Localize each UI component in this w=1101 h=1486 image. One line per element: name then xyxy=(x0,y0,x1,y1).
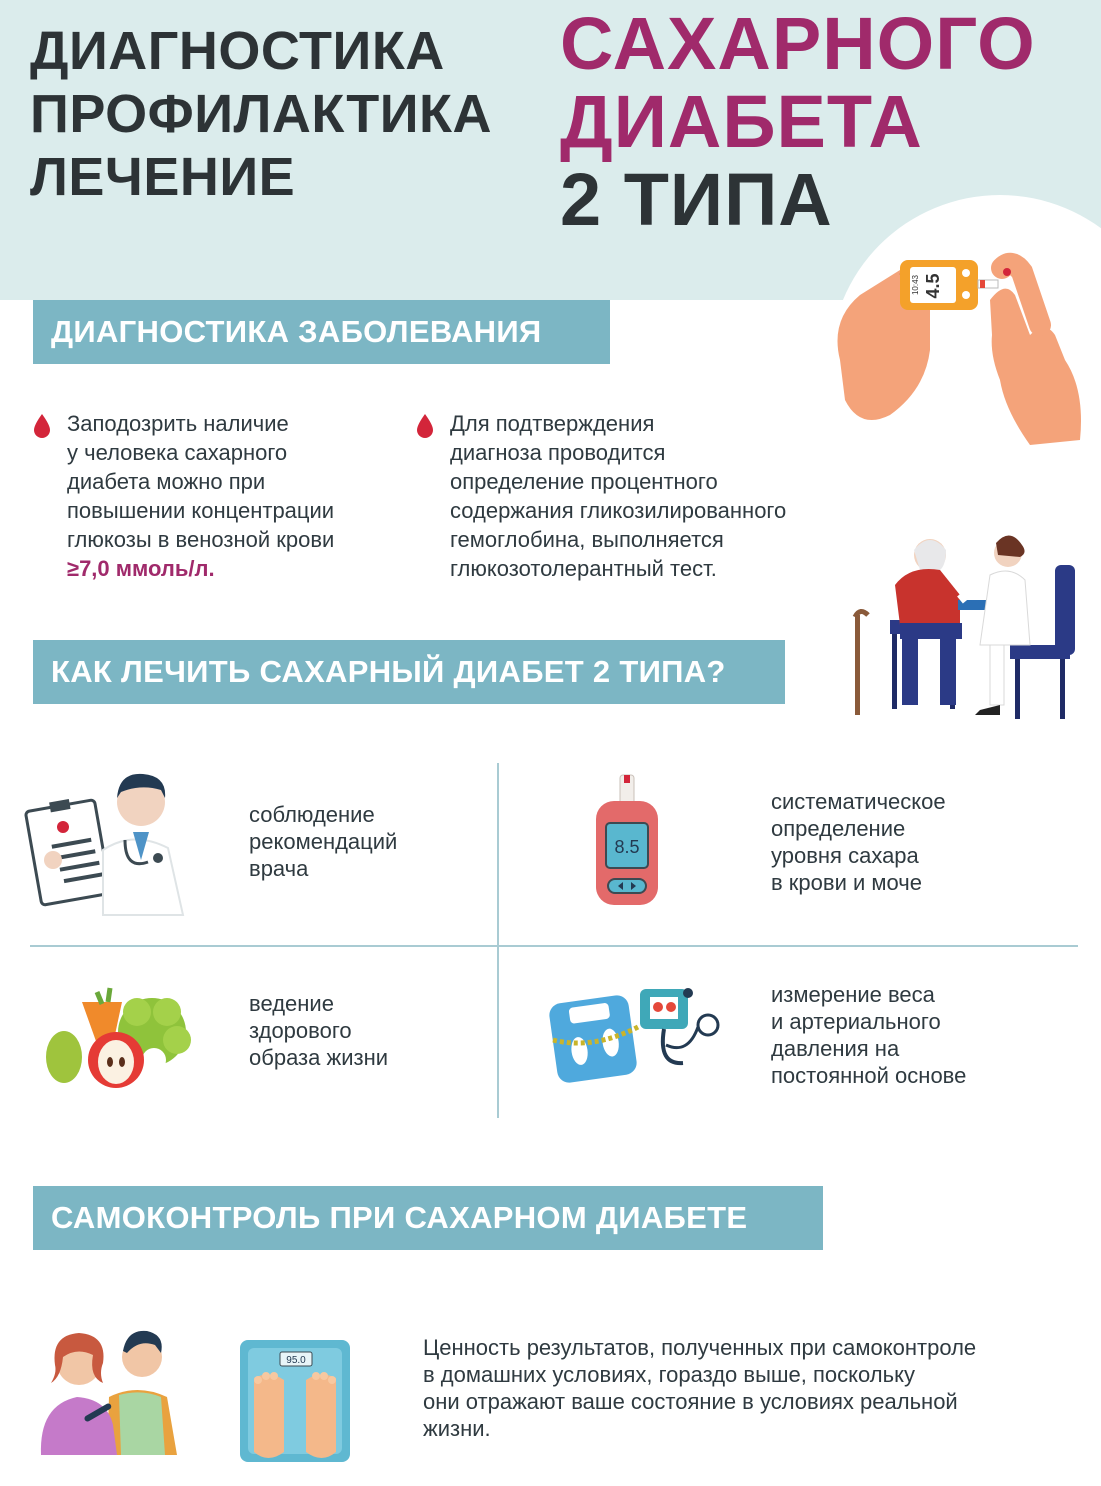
p2-line: содержания гликозилированного xyxy=(450,498,787,523)
selfcontrol-text xyxy=(423,1334,976,1442)
diagnostics-paragraph-2 xyxy=(450,409,786,583)
text-line: Ценность результатов, полученных при самоконтроле xyxy=(423,1335,977,1360)
p1-line: повышении концентрации xyxy=(67,498,335,523)
blood-drop-icon xyxy=(32,413,52,439)
item-line: здорового xyxy=(249,1018,352,1043)
item-line: ведение xyxy=(249,991,334,1016)
p1-line: глюкозы в венозной крови xyxy=(67,527,335,552)
item-line: постоянной основе xyxy=(771,1063,967,1088)
doctor-recommendation-icon xyxy=(33,770,193,915)
doctor-patient-illustration xyxy=(850,525,1090,725)
treatment-item-lifestyle xyxy=(249,990,388,1071)
title-line-3: 2 ТИПА xyxy=(560,158,833,241)
glucose-threshold: ≥7,0 ммоль/л. xyxy=(67,556,215,581)
section-title-selfcontrol: САМОКОНТРОЛЬ ПРИ САХАРНОМ ДИАБЕТЕ xyxy=(33,1186,823,1250)
glucometer-icon xyxy=(596,775,660,907)
header-line-treatment: ЛЕЧЕНИЕ xyxy=(30,147,296,207)
item-line: уровня сахара xyxy=(771,843,919,868)
title-line-2: ДИАБЕТА xyxy=(560,80,923,163)
section-title-treatment: КАК ЛЕЧИТЬ САХАРНЫЙ ДИАБЕТ 2 ТИПА? xyxy=(33,640,785,704)
p2-line: гемоглобина, выполняется xyxy=(450,527,724,552)
item-line: измерение веса xyxy=(771,982,935,1007)
p1-line: диабета можно при xyxy=(67,469,266,494)
glucometer-reading: 8.5 xyxy=(614,837,640,857)
treatment-item-doctor xyxy=(249,801,397,882)
item-line: рекомендаций xyxy=(249,829,398,854)
p1-line: у человека сахарного xyxy=(67,440,288,465)
title-line-1: САХАРНОГО xyxy=(560,2,1036,85)
p1-line: Заподозрить наличие xyxy=(67,411,289,436)
scale-tonometer-icon xyxy=(548,985,723,1085)
diagnostics-paragraph-1 xyxy=(67,409,334,583)
couple-illustration xyxy=(37,1325,182,1455)
text-line: в домашних условиях, гораздо выше, поскольку xyxy=(423,1362,915,1387)
grid-horizontal-divider xyxy=(30,945,1078,947)
healthy-food-icon xyxy=(42,982,190,1092)
header-line-prevention: ПРОФИЛАКТИКА xyxy=(30,84,492,144)
hands-glucometer-illustration xyxy=(830,240,1101,450)
blood-drop-icon xyxy=(415,413,435,439)
text-line: жизни. xyxy=(423,1416,491,1441)
grid-vertical-divider xyxy=(497,763,499,1118)
item-line: образа жизни xyxy=(249,1045,389,1070)
meter-time-text: 10:43 xyxy=(911,274,920,296)
p2-line: диагноза проводится xyxy=(450,440,666,465)
item-line: определение xyxy=(771,816,906,841)
header-line-diagnostics: ДИАГНОСТИКА xyxy=(30,21,445,81)
scale-reading: 95.0 xyxy=(286,1355,306,1366)
section-title-diagnostics: ДИАГНОСТИКА ЗАБОЛЕВАНИЯ xyxy=(33,300,610,364)
item-line: врача xyxy=(249,856,309,881)
p2-line: Для подтверждения xyxy=(450,411,655,436)
item-line: и артериального xyxy=(771,1009,941,1034)
p2-line: определение процентного xyxy=(450,469,718,494)
item-line: систематическое xyxy=(771,789,946,814)
p2-line: глюкозотолерантный тест. xyxy=(450,556,717,581)
text-line: они отражают ваше состояние в условиях реальной xyxy=(423,1389,958,1414)
treatment-item-sugar-monitoring xyxy=(771,788,946,896)
treatment-item-weight-pressure xyxy=(771,981,966,1089)
header-subtitle xyxy=(30,20,492,209)
item-line: соблюдение xyxy=(249,802,375,827)
bathroom-scale-illustration xyxy=(240,1340,352,1465)
item-line: в крови и моче xyxy=(771,870,922,895)
meter-value-text: 4.5 xyxy=(923,273,943,299)
item-line: давления на xyxy=(771,1036,900,1061)
